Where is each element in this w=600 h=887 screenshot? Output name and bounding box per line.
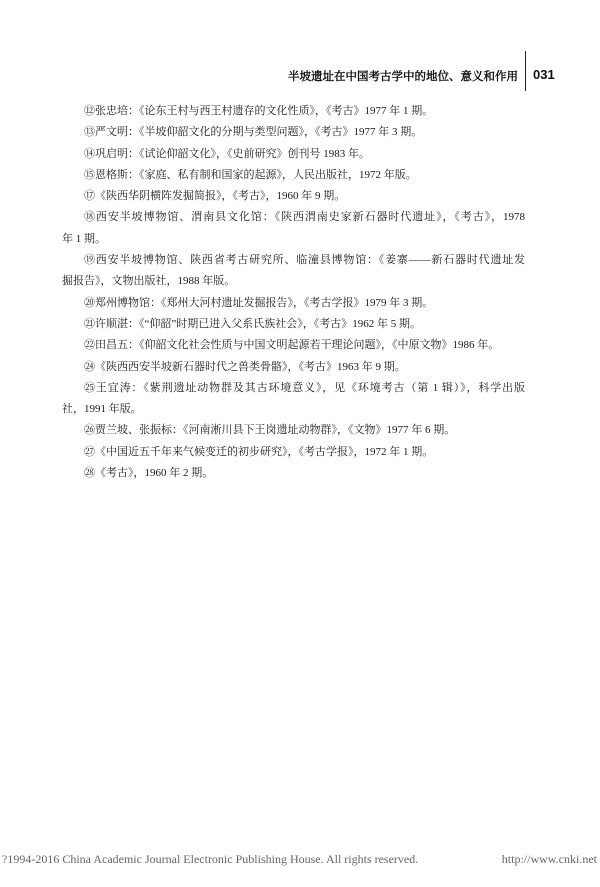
footnote-13 xyxy=(62,122,525,143)
footnote-line: ㉒田昌五：《仰韶文化社会性质与中国文明起源若干理论问题》，《中原文物》1986 年。 xyxy=(84,339,500,352)
footnote-line: ㉘《考古》，1960 年 2 期。 xyxy=(84,467,214,480)
page-footer xyxy=(0,851,600,867)
footnote-line: ⑫张忠培：《论东王村与西王村遗存的文化性质》，《考古》1977 年 1 期。 xyxy=(84,105,434,117)
footnote-line: 年 1 期。 xyxy=(62,232,106,245)
footnote-12 xyxy=(62,101,525,122)
footnote-line: ⑮恩格斯：《家庭、私有制和国家的起源》，人民出版社，1972 年版。 xyxy=(84,168,417,181)
footnote-28 xyxy=(62,463,525,484)
footer-url[interactable]: http://www.cnki.net xyxy=(501,852,597,866)
header-divider xyxy=(525,51,526,91)
footnote-line: ⑳郑州博物馆：《郑州大河村遗址发掘报告》，《考古学报》1979 年 3 期。 xyxy=(84,296,434,309)
footnote-24 xyxy=(62,357,525,378)
footnote-line: ㉖贾兰坡、张振标：《河南淅川县下王岗遗址动物群》，《文物》1977 年 6 期。 xyxy=(84,424,456,437)
footnote-25 xyxy=(62,378,525,421)
footnote-21 xyxy=(62,314,525,335)
footnote-line: ㉑许顺湛：《“仰韶”时期已进入父系氏族社会》，《考古》1962 年 5 期。 xyxy=(84,317,422,330)
running-title: 半坡遗址在中国考古学中的地位、意义和作用 xyxy=(288,69,518,83)
footnote-line: ⑰《陕西华阴横阵发掘简报》，《考古》，1960 年 9 期。 xyxy=(84,190,346,203)
footnote-15 xyxy=(62,165,525,186)
footnote-line: ㉔《陕西西安半坡新石器时代之兽类骨骼》，《考古》1963 年 9 期。 xyxy=(84,360,406,373)
footnote-line: ㉕王宜涛：《紫荆遗址动物群及其古环境意义》，见《环境考古（第 1 辑）》，科学出版 xyxy=(84,381,525,394)
footnote-line: 社，1991 年版。 xyxy=(62,403,142,416)
copyright-notice: ?1994-2016 China Academic Journal Electronic Publishing House. All rights reserved. xyxy=(2,852,419,866)
footnote-line: ⑭巩启明：《试论仰韶文化》，《史前研究》创刊号 1983 年。 xyxy=(84,147,370,160)
footnote-20 xyxy=(62,293,525,314)
footnote-list xyxy=(62,101,525,484)
page-number: 031 xyxy=(533,67,555,82)
footnote-22 xyxy=(62,335,525,356)
footnote-18 xyxy=(62,207,525,250)
footnote-line: ⑲西安半坡博物馆、陕西省考古研究所、临潼县博物馆：《姜寨——新石器时代遗址发 xyxy=(84,254,525,267)
footnote-17 xyxy=(62,186,525,207)
footnote-line: ㉗《中国近五千年来气候变迁的初步研究》，《考古学报》，1972 年 1 期。 xyxy=(84,445,434,458)
footnote-line: 掘报告》，文物出版社，1988 年版。 xyxy=(62,275,236,288)
footnote-19 xyxy=(62,250,525,293)
footnote-line: ⑱西安半坡博物馆、渭南县文化馆：《陕西渭南史家新石器时代遗址》，《考古》，1978 xyxy=(84,211,525,224)
footnote-line: ⑬严文明：《半坡仰韶文化的分期与类型问题》，《考古》1977 年 3 期。 xyxy=(84,126,423,139)
footnote-27 xyxy=(62,442,525,463)
footnote-14 xyxy=(62,144,525,165)
footnote-26 xyxy=(62,420,525,441)
